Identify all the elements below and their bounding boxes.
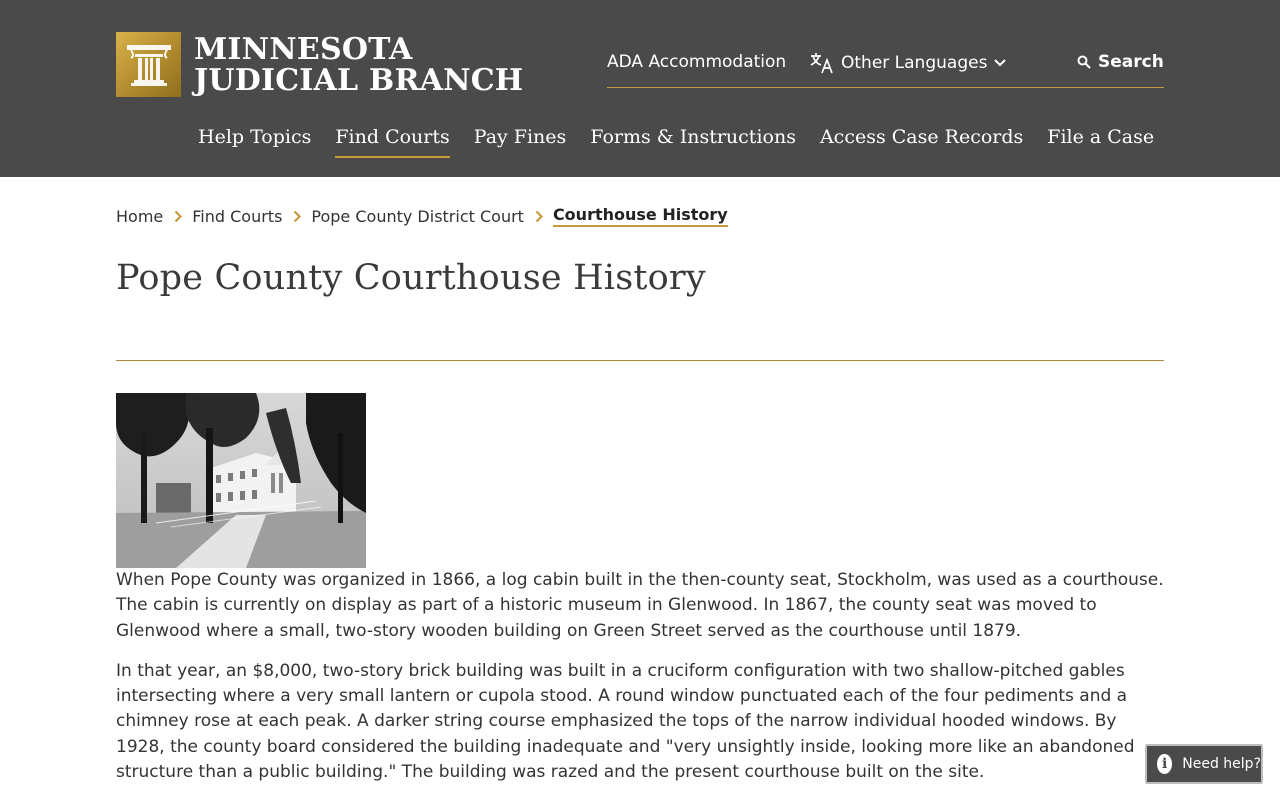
other-languages-label: Other Languages [841, 53, 988, 73]
main-nav [198, 126, 1178, 158]
nav-forms-instructions[interactable]: Forms & Instructions [590, 126, 796, 148]
nav-find-courts[interactable]: Find Courts [335, 126, 449, 158]
site-logo[interactable] [116, 32, 523, 97]
page-title: Pope County Courthouse History [116, 258, 706, 298]
breadcrumb-home[interactable]: Home [116, 206, 164, 226]
chevron-right-icon [174, 210, 182, 223]
title-divider [116, 360, 1164, 361]
courthouse-pillar-icon [116, 32, 181, 97]
breadcrumb-pope-county-district-court[interactable]: Pope County District Court [311, 206, 524, 226]
utility-nav [607, 50, 1164, 88]
nav-file-a-case[interactable]: File a Case [1047, 126, 1155, 148]
article-body [116, 568, 1164, 800]
breadcrumb-current: Courthouse History [553, 205, 728, 227]
translate-icon [810, 52, 834, 74]
logo-line-1: MINNESOTA [194, 31, 413, 67]
nav-pay-fines[interactable]: Pay Fines [473, 126, 567, 148]
chevron-down-icon [994, 59, 1006, 67]
logo-line-2: JUDICIAL BRANCH [194, 62, 524, 98]
search-label: Search [1098, 52, 1164, 72]
paragraph: In that year, an $8,000, two-story brick building was built in a cruciform configuration with two shallow-pitched gables intersecting where a very small lantern or cupola stood. A round window punctuated each of the four pediments and a chimney rose at each peak. A darker string course emphasized the tops of the narrow individual hooded windows. By 1928, the county board considered the building inadequate and "very unsightly inside, looking more like an abandoned structure than a public building." The building was razed and the present courthouse built on the site. [116, 660, 1135, 783]
chevron-right-icon [293, 210, 301, 223]
info-icon: i [1157, 754, 1172, 774]
chevron-right-icon [535, 210, 543, 223]
need-help-label: Need help? [1182, 756, 1261, 772]
breadcrumb-find-courts[interactable]: Find Courts [192, 206, 283, 226]
ada-accommodation-link[interactable]: ADA Accommodation [607, 52, 787, 72]
search-button[interactable] [1077, 52, 1164, 72]
site-header [0, 0, 1280, 177]
other-languages-dropdown[interactable] [810, 52, 1006, 74]
logo-wordmark [194, 31, 524, 98]
breadcrumb [116, 205, 728, 227]
courthouse-photo [116, 393, 366, 568]
nav-help-topics[interactable]: Help Topics [198, 126, 312, 148]
search-icon [1077, 55, 1091, 69]
paragraph: When Pope County was organized in 1866, a log cabin built in the then-county seat, Stockholm, was used as a courthouse. The cabin is currently on display as part of a historic museum in Glenwood. In 1867, the county seat was moved to Glenwood where a small, two-story wooden building on Green Street served as the courthouse until 1879. [116, 570, 1164, 641]
need-help-button[interactable] [1145, 744, 1263, 784]
nav-access-case-records[interactable]: Access Case Records [819, 126, 1024, 148]
